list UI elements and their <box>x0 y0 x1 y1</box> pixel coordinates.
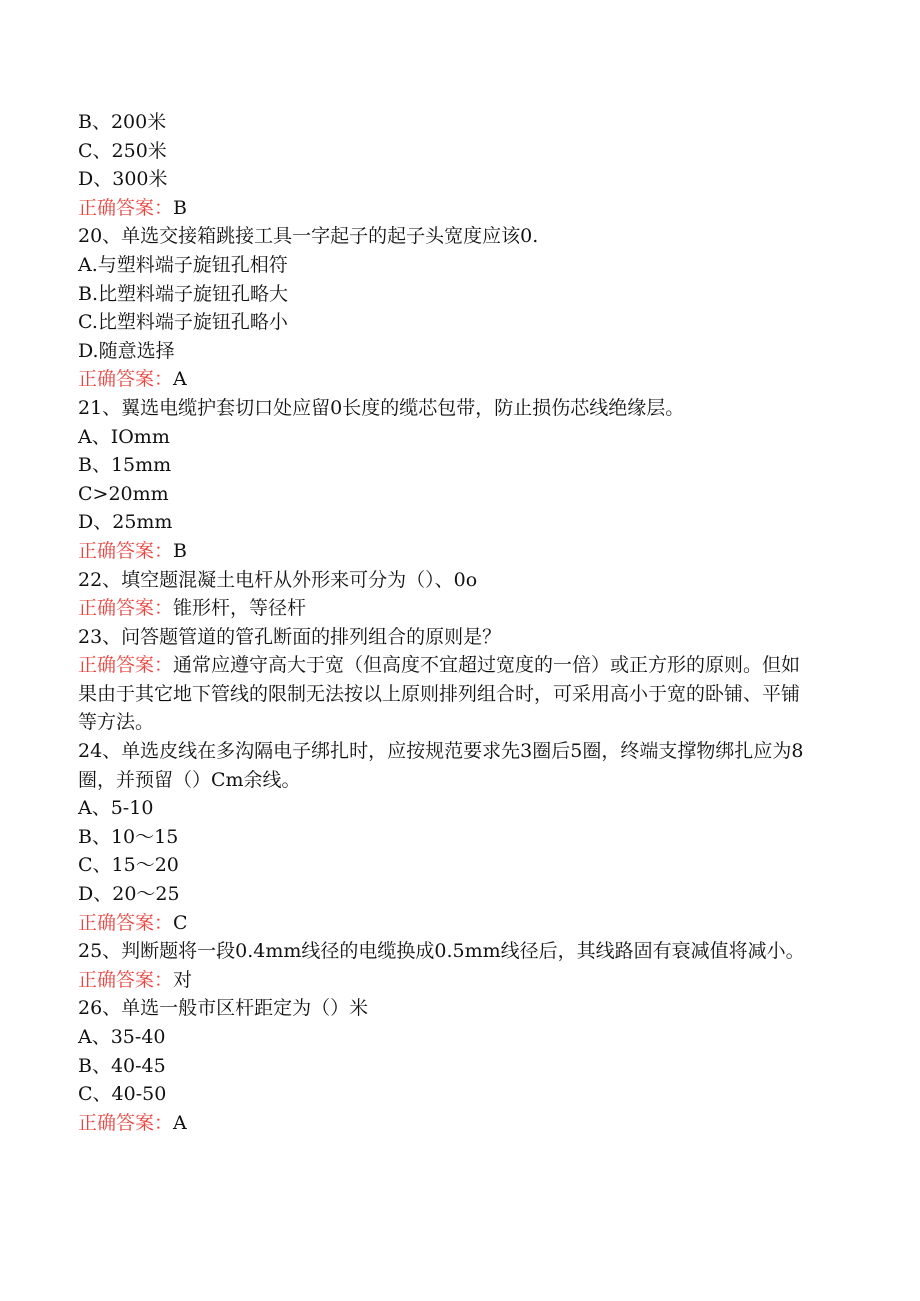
option-line: A、35-40 <box>78 1026 166 1048</box>
option-line: D、20～25 <box>78 883 180 906</box>
option-line: B、15mm <box>78 454 172 477</box>
option-line: D.随意选择 <box>78 339 175 362</box>
question-line: 26、单选一般市区杆距定为（）米 <box>78 997 369 1020</box>
option-line: A.与塑料端子旋钮孔相符 <box>78 253 288 276</box>
answer-value: B <box>173 539 187 562</box>
answer-label: 正确答案： <box>78 368 174 391</box>
answer-value: C <box>173 911 188 934</box>
answer-line <box>78 966 818 995</box>
option-line: C>20mm <box>78 482 169 505</box>
option-line: C.比塑料端子旋钮孔略小 <box>78 311 288 334</box>
answer-label: 正确答案： <box>78 597 174 620</box>
option-line: B、200米 <box>78 111 167 133</box>
answer-value: A <box>173 368 187 391</box>
question-line: 22、填空题混凝土电杆从外形来可分为（）、0o <box>78 568 478 591</box>
option-line: D、300米 <box>78 168 168 191</box>
answer-label: 正确答案： <box>78 1111 174 1134</box>
answer-value: A <box>173 1111 187 1134</box>
answer-value: 锥形杆，等径杆 <box>173 597 307 620</box>
answer-line <box>78 537 818 566</box>
answer-line <box>78 594 818 623</box>
question-paragraph: 24、单选皮线在多沟隔电子绑扎时，应按规范要求先3圈后5圈，终端支撑物绑扎应为8圈，并预留（）Cm余线。 <box>78 740 804 791</box>
answer-label: 正确答案： <box>78 968 174 991</box>
option-line: A、5-10 <box>78 797 154 820</box>
question-line: 21、翼选电缆护套切口处应留0长度的缆芯包带，防止损伤芯线绝缘层。 <box>78 396 685 419</box>
answer-value: 对 <box>173 968 193 991</box>
answer-line <box>78 909 818 938</box>
option-line: C、250米 <box>78 139 167 162</box>
answer-label: 正确答案： <box>78 654 174 677</box>
option-line: A、IOmm <box>78 425 170 448</box>
option-line: B.比塑料端子旋钮孔略大 <box>78 282 289 305</box>
question-paragraph: 25、判断题将一段0.4mm线径的电缆换成0.5mm线径后，其线路固有衰减值将减小。 <box>78 940 805 963</box>
option-line: B、10～15 <box>78 825 179 848</box>
option-line: C、40-50 <box>78 1083 167 1106</box>
document-page <box>78 108 818 1137</box>
answer-label: 正确答案： <box>78 196 174 219</box>
option-line: C、15～20 <box>78 854 179 877</box>
answer-value: B <box>173 196 187 219</box>
option-line: B、40-45 <box>78 1054 166 1077</box>
answer-paragraph <box>78 651 818 737</box>
answer-value: 通常应遵守高大于宽（但高度不宜超过宽度的一倍）或正方形的原则。但如果由于其它地下管线的限制无法按以上原则排列组合时，可采用高小于宽的卧铺、平铺等方法。 <box>78 654 801 734</box>
answer-line <box>78 194 818 223</box>
question-line: 23、问答题管道的管孔断面的排列组合的原则是？ <box>78 625 502 648</box>
answer-label: 正确答案： <box>78 539 174 562</box>
question-line: 20、单选交接箱跳接工具一字起子的起子头宽度应该0. <box>78 225 539 248</box>
answer-label: 正确答案： <box>78 911 174 934</box>
answer-line <box>78 365 818 394</box>
option-line: D、25mm <box>78 511 173 534</box>
answer-line <box>78 1109 818 1138</box>
